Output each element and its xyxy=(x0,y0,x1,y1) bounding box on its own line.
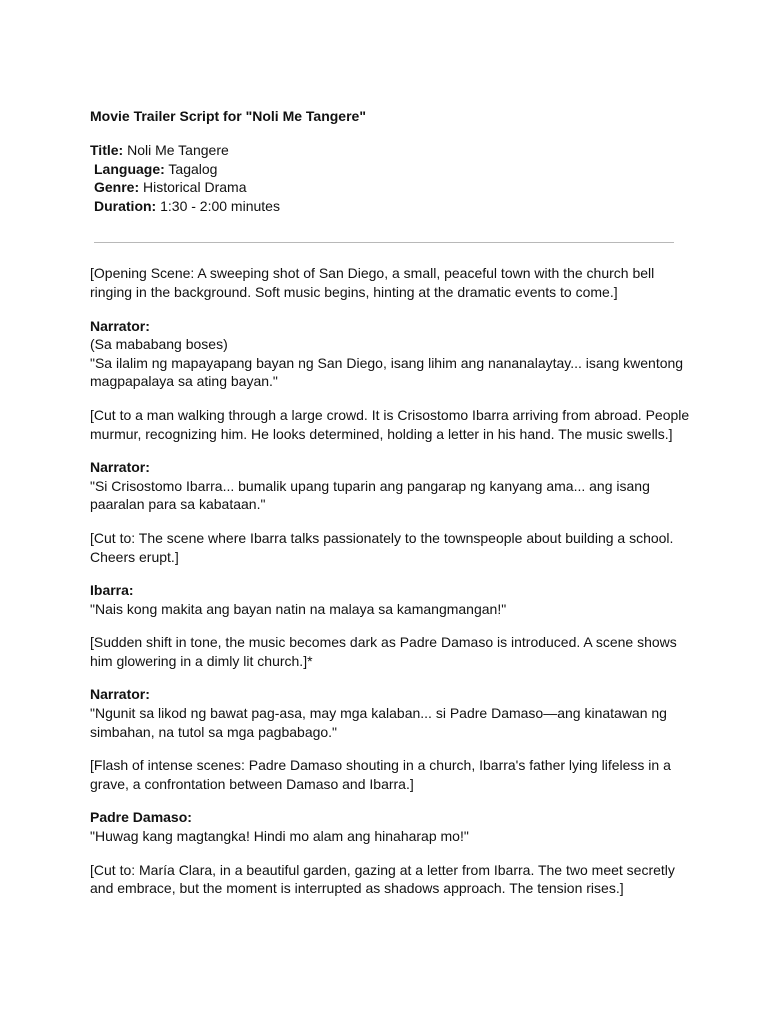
dialogue-block xyxy=(90,458,690,514)
script-page xyxy=(90,107,690,913)
stage-direction: (Sa mababang boses) xyxy=(90,336,228,353)
meta-title xyxy=(90,141,690,160)
scene-direction: [Flash of intense scenes: Padre Damaso shouting in a church, Ibarra's father lying lifeless in a grave, a confrontation between Damaso and Ibarra.] xyxy=(90,757,671,792)
script-body xyxy=(90,264,690,897)
dialogue-line: "Nais kong makita ang bayan natin na malaya sa kamangmangan!" xyxy=(90,600,507,617)
meta-value: Historical Drama xyxy=(139,179,247,196)
speaker-name: Narrator: xyxy=(90,686,150,703)
scene-direction: [Cut to a man walking through a large crowd. It is Crisostomo Ibarra arriving from abroad. People murmur, recognizing him. He looks determined, holding a letter in his hand. The music swells.] xyxy=(90,406,690,442)
scene-direction: [Opening Scene: A sweeping shot of San Diego, a small, peaceful town with the church bell ringing in the background. Soft music begins, hinting at the dramatic events to come.] xyxy=(90,265,655,300)
meta-value: 1:30 - 2:00 minutes xyxy=(156,197,280,214)
meta-value: Noli Me Tangere xyxy=(123,142,229,158)
dialogue-line: "Si Crisostomo Ibarra... bumalik upang tuparin ang pangarap ng kanyang ama... ang isang paaralan para sa kabataan." xyxy=(90,477,650,513)
meta-key: Title: xyxy=(90,142,124,158)
dialogue-block xyxy=(90,808,690,845)
dialogue-block xyxy=(90,685,690,741)
speaker-name: Narrator: xyxy=(90,317,150,334)
meta-key: Duration: xyxy=(94,197,157,214)
meta-key: Language: xyxy=(94,160,165,177)
dialogue-block xyxy=(90,317,690,391)
dialogue-line: "Ngunit sa likod ng bawat pag-asa, may mga kalaban... si Padre Damaso—ang kinatawan ng simbahan, na tutol sa mga pagbabago." xyxy=(90,705,667,740)
speaker-name: Padre Damaso: xyxy=(90,809,192,826)
dialogue-block xyxy=(90,581,690,618)
meta-key: Genre: xyxy=(94,179,140,196)
meta-duration xyxy=(90,197,690,216)
speaker-name: Ibarra: xyxy=(90,582,134,599)
speaker-name: Narrator: xyxy=(90,459,150,476)
scene-direction: [Cut to: The scene where Ibarra talks passionately to the townspeople about building a school. Cheers erupt.] xyxy=(90,529,674,565)
horizontal-divider xyxy=(94,242,674,243)
scene-direction: [Sudden shift in tone, the music becomes dark as Padre Damaso is introduced. A scene shows him glowering in a dimly lit church.]* xyxy=(90,634,677,669)
dialogue-line: "Sa ilalim ng mapayapang bayan ng San Diego, isang lihim ang nananalaytay... isang kwentong magpapalaya sa ating bayan." xyxy=(90,354,684,390)
document-title: Movie Trailer Script for "Noli Me Tangere" xyxy=(90,108,366,124)
scene-direction: [Cut to: María Clara, in a beautiful garden, gazing at a letter from Ibarra. The two meet secretly and embrace, but the moment is interrupted as shadows approach. The tension rises.] xyxy=(90,861,675,897)
meta-language xyxy=(90,160,690,179)
dialogue-line: "Huwag kang magtangka! Hindi mo alam ang hinaharap mo!" xyxy=(90,828,469,845)
meta-genre xyxy=(90,178,690,197)
metadata-block xyxy=(90,141,690,215)
meta-value: Tagalog xyxy=(164,160,218,177)
